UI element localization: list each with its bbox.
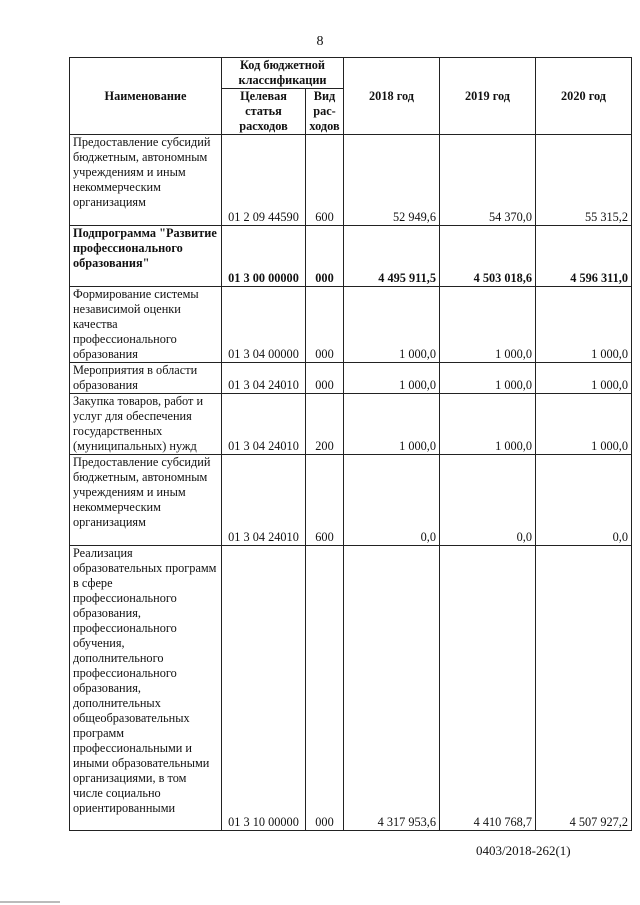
row-2019-cell: 54 370,0	[440, 135, 536, 226]
row-type-cell: 000	[306, 287, 344, 363]
row-2020-cell: 1 000,0	[536, 363, 632, 394]
row-type-cell: 000	[306, 226, 344, 287]
row-name-cell: Подпрограмма "Развитие профессионального образования"	[70, 226, 222, 287]
row-type-cell: 600	[306, 455, 344, 546]
row-target-cell: 01 2 09 44590	[222, 135, 306, 226]
table-row	[70, 135, 632, 226]
page-number: 8	[316, 34, 324, 49]
row-2019-cell: 4 503 018,6	[440, 226, 536, 287]
header-target: Целевая статья расходов	[222, 89, 306, 135]
table-row	[70, 394, 632, 455]
header-name: Наименование	[70, 58, 222, 135]
row-2020-cell: 1 000,0	[536, 287, 632, 363]
row-2018-cell: 0,0	[344, 455, 440, 546]
row-2019-cell: 1 000,0	[440, 287, 536, 363]
row-2018-cell: 52 949,6	[344, 135, 440, 226]
row-name-cell: Мероприятия в области образования	[70, 363, 222, 394]
row-type-cell: 200	[306, 394, 344, 455]
row-type-cell: 000	[306, 363, 344, 394]
row-2018-cell: 4 495 911,5	[344, 226, 440, 287]
row-2020-cell: 0,0	[536, 455, 632, 546]
document-code: 0403/2018-262(1)	[476, 843, 571, 858]
row-2020-cell: 1 000,0	[536, 394, 632, 455]
row-target-cell: 01 3 04 24010	[222, 394, 306, 455]
row-target-cell: 01 3 04 24010	[222, 455, 306, 546]
row-target-cell: 01 3 00 00000	[222, 226, 306, 287]
row-2019-cell: 4 410 768,7	[440, 546, 536, 831]
row-name-cell: Реализация образовательных программ в сфере профессионального образования, профессионального обучения, дополнительного профессионального образования, дополнительных общеобразовательных программ профессиональными и иными образовательными организациями, в том числе социально ориентированными	[70, 546, 222, 831]
scan-artifact	[0, 901, 60, 903]
header-2020: 2020 год	[536, 58, 632, 135]
row-name-cell: Формирование системы независимой оценки качества профессионального образования	[70, 287, 222, 363]
row-2018-cell: 1 000,0	[344, 287, 440, 363]
row-name-cell: Предоставление субсидий бюджетным, автономным учреждениям и иным некоммерческим организациям	[70, 135, 222, 226]
header-2019: 2019 год	[440, 58, 536, 135]
table-row	[70, 287, 632, 363]
table-row	[70, 226, 632, 287]
row-2020-cell: 4 596 311,0	[536, 226, 632, 287]
header-type: Вид рас-ходов	[306, 89, 344, 135]
row-type-cell: 600	[306, 135, 344, 226]
row-name-cell: Закупка товаров, работ и услуг для обеспечения государственных (муниципальных) нужд	[70, 394, 222, 455]
row-2018-cell: 4 317 953,6	[344, 546, 440, 831]
row-2019-cell: 1 000,0	[440, 363, 536, 394]
table-row	[70, 455, 632, 546]
header-2018: 2018 год	[344, 58, 440, 135]
row-target-cell: 01 3 04 24010	[222, 363, 306, 394]
row-2018-cell: 1 000,0	[344, 394, 440, 455]
row-type-cell: 000	[306, 546, 344, 831]
header-kbk: Код бюджетной классификации	[222, 58, 344, 89]
row-2019-cell: 1 000,0	[440, 394, 536, 455]
row-2018-cell: 1 000,0	[344, 363, 440, 394]
table-row	[70, 363, 632, 394]
row-2019-cell: 0,0	[440, 455, 536, 546]
row-target-cell: 01 3 10 00000	[222, 546, 306, 831]
table-header-row	[70, 58, 632, 89]
row-2020-cell: 4 507 927,2	[536, 546, 632, 831]
table-row	[70, 546, 632, 831]
row-target-cell: 01 3 04 00000	[222, 287, 306, 363]
row-2020-cell: 55 315,2	[536, 135, 632, 226]
budget-table	[69, 57, 632, 831]
row-name-cell: Предоставление субсидий бюджетным, автономным учреждениям и иным некоммерческим организациям	[70, 455, 222, 546]
